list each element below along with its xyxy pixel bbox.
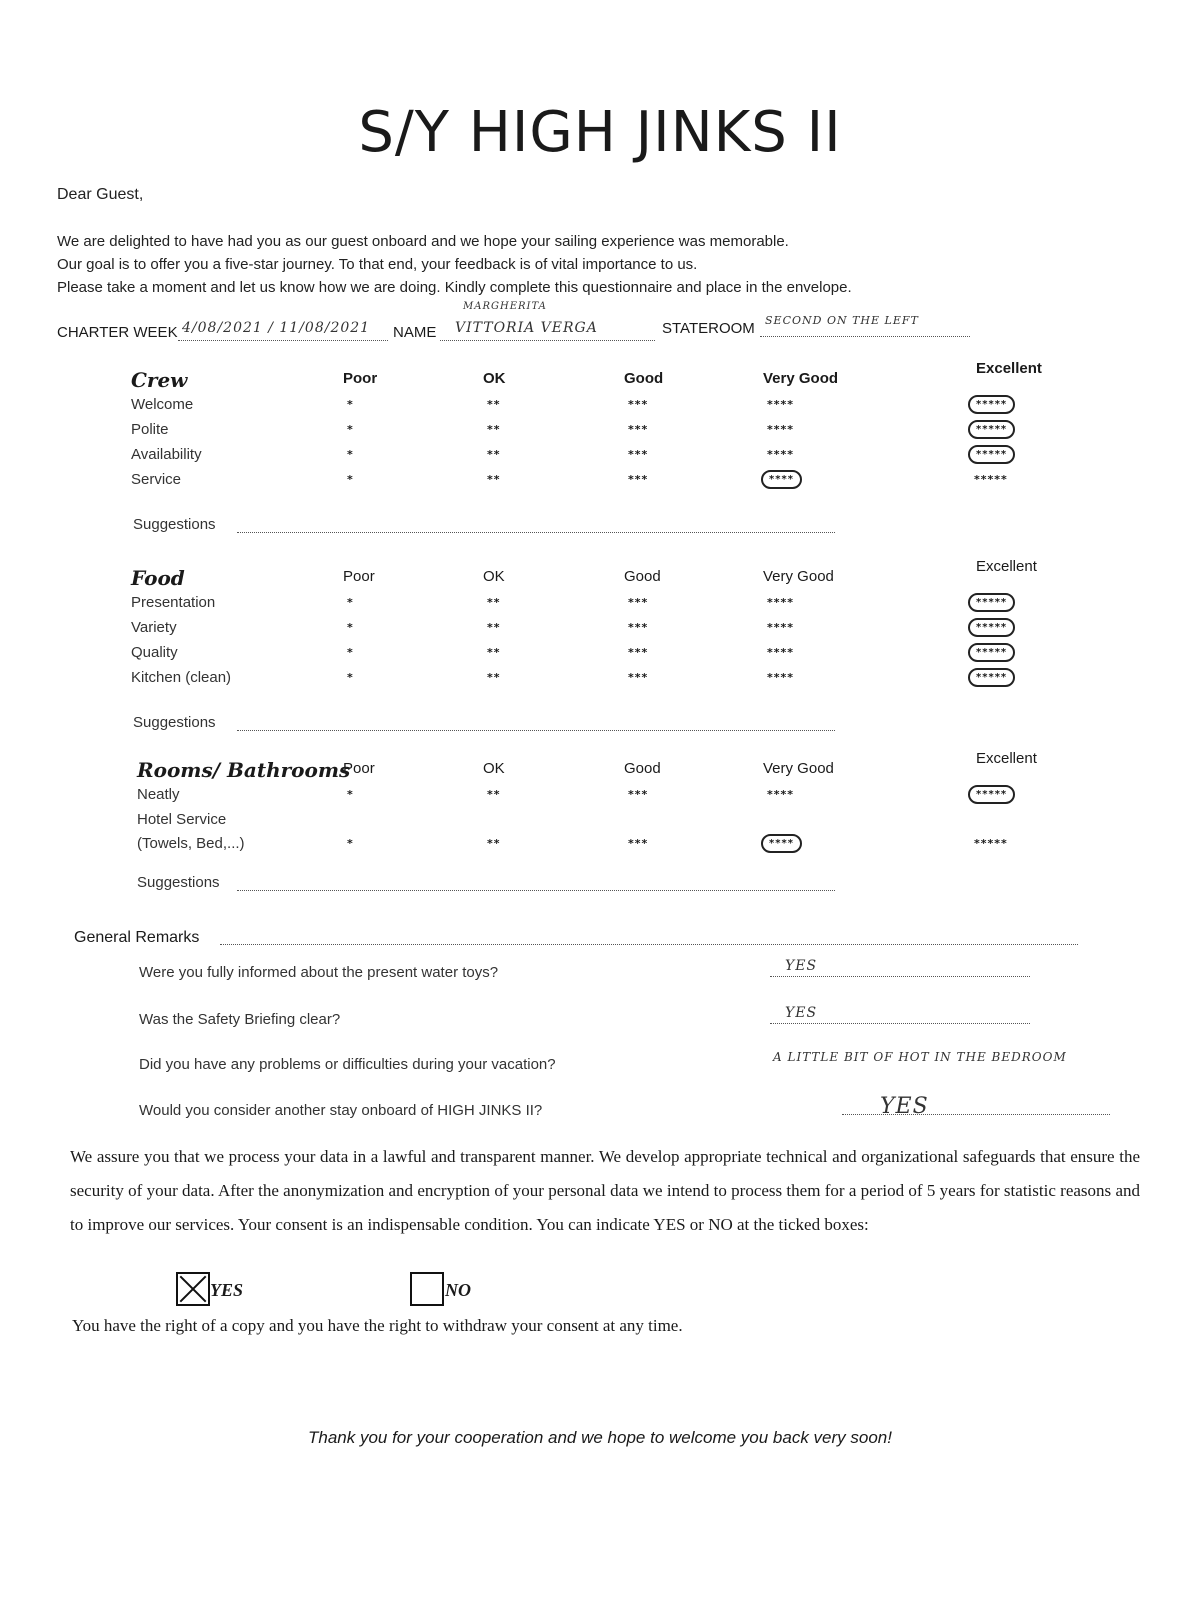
selected-rating[interactable]: ***** <box>968 643 1015 662</box>
rating-row-label-2: (Towels, Bed,...) <box>137 835 245 852</box>
greeting: Dear Guest, <box>57 186 144 203</box>
column-header: Poor <box>343 760 375 777</box>
name-value[interactable]: VITTORIA VERGA <box>455 320 598 336</box>
stateroom-value[interactable]: SECOND ON THE LEFT <box>765 314 919 327</box>
selected-rating[interactable]: ***** <box>968 395 1015 414</box>
column-header: Excellent <box>976 360 1042 377</box>
consent-yes-label: YES <box>210 1280 244 1300</box>
rating-option[interactable]: ** <box>487 837 501 850</box>
suggestions-label: Suggestions <box>137 874 220 891</box>
rating-option[interactable]: *** <box>628 671 649 684</box>
name-extra-value: MARGHERITA <box>463 301 547 312</box>
column-header: Good <box>624 370 664 387</box>
rating-option[interactable]: * <box>347 788 354 801</box>
column-header: OK <box>483 370 506 387</box>
column-header: Very Good <box>763 568 834 585</box>
rating-option[interactable]: ** <box>487 621 501 634</box>
section-title: Rooms/ Bathrooms <box>137 758 351 782</box>
column-header: Poor <box>343 370 378 387</box>
question-text: Would you consider another stay onboard of HIGH JINKS II? <box>139 1102 543 1119</box>
rating-option[interactable]: **** <box>767 671 795 684</box>
column-header: Excellent <box>976 558 1037 575</box>
rating-option[interactable]: *** <box>628 473 649 486</box>
column-header: Very Good <box>763 370 839 387</box>
rating-option[interactable]: ** <box>487 448 501 461</box>
question-text: Were you fully informed about the present water toys? <box>139 964 499 981</box>
rating-option[interactable]: * <box>347 423 354 436</box>
rating-option[interactable]: *** <box>628 646 649 659</box>
rating-row-label: Welcome <box>131 396 194 413</box>
rating-option[interactable]: *** <box>628 423 649 436</box>
consent-no-label: NO <box>445 1280 471 1300</box>
answer-value[interactable]: YES <box>880 1094 929 1119</box>
column-header: Good <box>624 760 661 777</box>
consent-no-checkbox[interactable] <box>410 1272 444 1306</box>
suggestions-label: Suggestions <box>133 714 216 731</box>
legal-text: We assure you that we process your data in a lawful and transparent manner. We develop appropriate technical and organizational safeguards that ensure the security of your data. After the anonymization and encryption of your personal data we intend to process them for a period of 5 years for statistic reasons and to improve our services. Your consent is an indispensable condition. You can indicate YES or NO at the ticked boxes: <box>70 1147 1140 1234</box>
rating-option[interactable]: *** <box>628 788 649 801</box>
rating-row-label: Availability <box>131 446 202 463</box>
charter-week-label: CHARTER WEEK <box>57 324 178 341</box>
rating-option[interactable]: * <box>347 646 354 659</box>
rating-option[interactable]: **** <box>767 621 795 634</box>
rating-option[interactable]: *** <box>628 596 649 609</box>
rating-option[interactable]: **** <box>767 596 795 609</box>
rating-option[interactable]: **** <box>767 788 795 801</box>
selected-rating[interactable]: ***** <box>968 785 1015 804</box>
answer-value[interactable]: YES <box>785 958 818 974</box>
rating-option[interactable]: ***** <box>974 837 1008 850</box>
rating-option[interactable]: *** <box>628 837 649 850</box>
answer-value[interactable]: YES <box>785 1005 818 1021</box>
column-header: Excellent <box>976 750 1037 767</box>
suggestions-field[interactable] <box>237 532 835 533</box>
suggestions-label: Suggestions <box>133 516 216 533</box>
selected-rating[interactable]: ***** <box>968 618 1015 637</box>
selected-rating[interactable]: ***** <box>968 445 1015 464</box>
footer-thanks: Thank you for your cooperation and we hope to welcome you back very soon! <box>307 1428 892 1447</box>
selected-rating[interactable]: ***** <box>968 420 1015 439</box>
intro-line-2: Our goal is to offer you a five-star journey. To that end, your feedback is of vital importance to us. <box>57 256 698 273</box>
rating-option[interactable]: * <box>347 596 354 609</box>
rating-option[interactable]: *** <box>628 448 649 461</box>
rating-row-label: Hotel Service <box>137 811 227 828</box>
rating-row-label: Kitchen (clean) <box>131 669 232 686</box>
intro-line-3: Please take a moment and let us know how we are doing. Kindly complete this questionnaire and place in the envelope. <box>57 279 852 296</box>
general-remarks-label: General Remarks <box>74 929 200 946</box>
selected-rating[interactable]: **** <box>761 470 802 489</box>
rating-option[interactable]: ** <box>487 423 501 436</box>
section-title: Food <box>131 566 185 590</box>
rating-option[interactable]: * <box>347 473 354 486</box>
rating-option[interactable]: *** <box>628 398 649 411</box>
rating-option[interactable]: * <box>347 621 354 634</box>
rating-row-label: Variety <box>131 619 177 636</box>
charter-week-value[interactable]: 4/08/2021 / 11/08/2021 <box>182 320 371 336</box>
intro-line-1: We are delighted to have had you as our guest onboard and we hope your sailing experience was memorable. <box>57 233 789 250</box>
rating-option[interactable]: * <box>347 671 354 684</box>
rating-option[interactable]: * <box>347 398 354 411</box>
suggestions-field[interactable] <box>237 730 835 731</box>
rating-row-label: Presentation <box>131 594 216 611</box>
column-header: Poor <box>343 568 375 585</box>
column-header: OK <box>483 760 505 777</box>
rating-option[interactable]: **** <box>767 448 795 461</box>
rating-option[interactable]: ** <box>487 788 501 801</box>
section-title: Crew <box>131 368 188 392</box>
rights-text: You have the right of a copy and you have the right to withdraw your consent at any time. <box>72 1316 683 1335</box>
name-label: NAME <box>393 324 437 341</box>
selected-rating[interactable]: **** <box>761 834 802 853</box>
rating-option[interactable]: **** <box>767 423 795 436</box>
column-header: OK <box>483 568 505 585</box>
column-header: Very Good <box>763 760 834 777</box>
rating-row-label: Quality <box>131 644 178 661</box>
column-header: Good <box>624 568 661 585</box>
rating-option[interactable]: ** <box>487 596 501 609</box>
page-title: S/Y HIGH JINKS II <box>358 100 842 165</box>
rating-option[interactable]: ** <box>487 646 501 659</box>
rating-option[interactable]: ** <box>487 398 501 411</box>
rating-option[interactable]: ** <box>487 671 501 684</box>
rating-option[interactable]: * <box>347 448 354 461</box>
consent-yes-checkbox[interactable] <box>176 1272 210 1306</box>
question-text: Did you have any problems or difficulties during your vacation? <box>139 1056 556 1073</box>
rating-option[interactable]: * <box>347 837 354 850</box>
selected-rating[interactable]: ***** <box>968 593 1015 612</box>
rating-row-label: Neatly <box>137 786 180 803</box>
rating-option[interactable]: **** <box>767 398 795 411</box>
rating-row-label: Polite <box>131 421 169 438</box>
stateroom-label: STATEROOM <box>662 320 755 337</box>
selected-rating[interactable]: ***** <box>968 668 1015 687</box>
rating-option[interactable]: *** <box>628 621 649 634</box>
rating-option[interactable]: **** <box>767 646 795 659</box>
question-text: Was the Safety Briefing clear? <box>139 1011 341 1028</box>
rating-option[interactable]: ***** <box>974 473 1008 486</box>
suggestions-field[interactable] <box>237 890 835 891</box>
rating-row-label: Service <box>131 471 182 488</box>
answer-value[interactable]: A LITTLE BIT OF HOT IN THE BEDROOM <box>773 1050 1067 1064</box>
rating-option[interactable]: ** <box>487 473 501 486</box>
